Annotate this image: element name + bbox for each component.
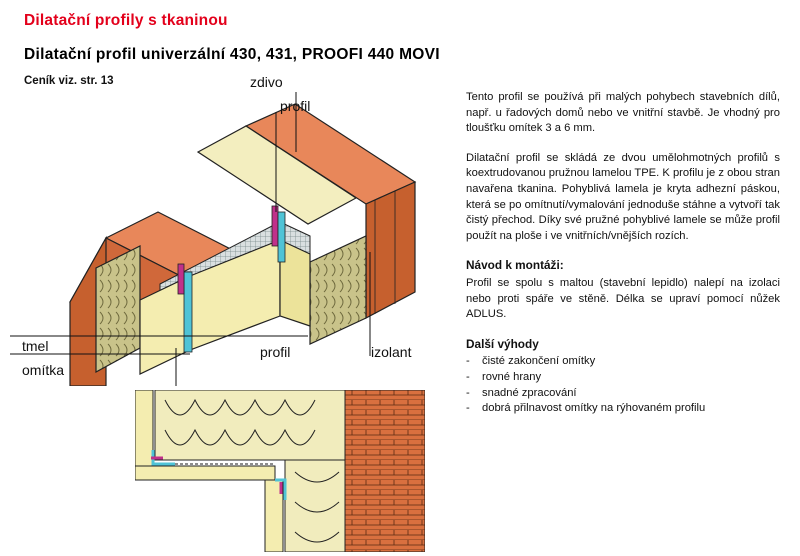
install-text: Profil se spolu s maltou (stavební lepidlo) nalepí na izolaci nebo proti spáře ve stěně. Délka se upraví pomocí nůžek ADLUS. [466, 276, 780, 321]
product-title: Dilatační profil univerzální 430, 431, PROOFI 440 MOVI [24, 46, 440, 63]
wall-corner-illustration [10, 86, 450, 386]
price-reference: Ceník viz. str. 13 [24, 75, 114, 87]
list-item: - čisté zakončení omítky [466, 355, 596, 368]
list-item: - snadné zpracování [466, 386, 577, 399]
benefits-list [466, 354, 780, 416]
section-title: Dilatační profily s tkaninou [24, 12, 228, 29]
description-paragraph-1: Tento profil se používá při malých pohybech stavebních dílů, např. u řadových domů nebo ve vnitřní stavbě. Je vhodný pro tloušťku omítek 3 a 6 mm. [466, 91, 780, 135]
benefits-heading: Další výhody [466, 336, 539, 351]
label-omitka: omítka [22, 362, 65, 378]
label-izolant: izolant [371, 344, 412, 360]
label-profil-bottom: profil [260, 344, 291, 360]
list-item: - dobrá přilnavost omítky na rýhovaném profilu [466, 402, 706, 415]
cross-section-detail [135, 390, 425, 552]
label-zdivo: zdivo [250, 74, 283, 90]
label-tmel: tmel [22, 338, 49, 354]
install-heading: Návod k montáži: [466, 258, 564, 273]
description-paragraph-2: Dilatační profil se skládá ze dvou umělohmotných profilů s koextrudovanou pružnou lamelou TPE. K profilu je z obou stran navařena tkanina. Pohyblivá lamela je kryta adhezní páskou, která se po omítnutí/vymalování jednoduše stáhne a vytvoří tak čistý přechod. Díky své pružné pohyblivé lamele se může profil použít na ploše i ve vnitřních/vnějších rozích. [466, 151, 780, 242]
label-profil-top: profil [280, 98, 311, 114]
list-item: - rovné hrany [466, 370, 542, 383]
description-column [466, 90, 780, 417]
